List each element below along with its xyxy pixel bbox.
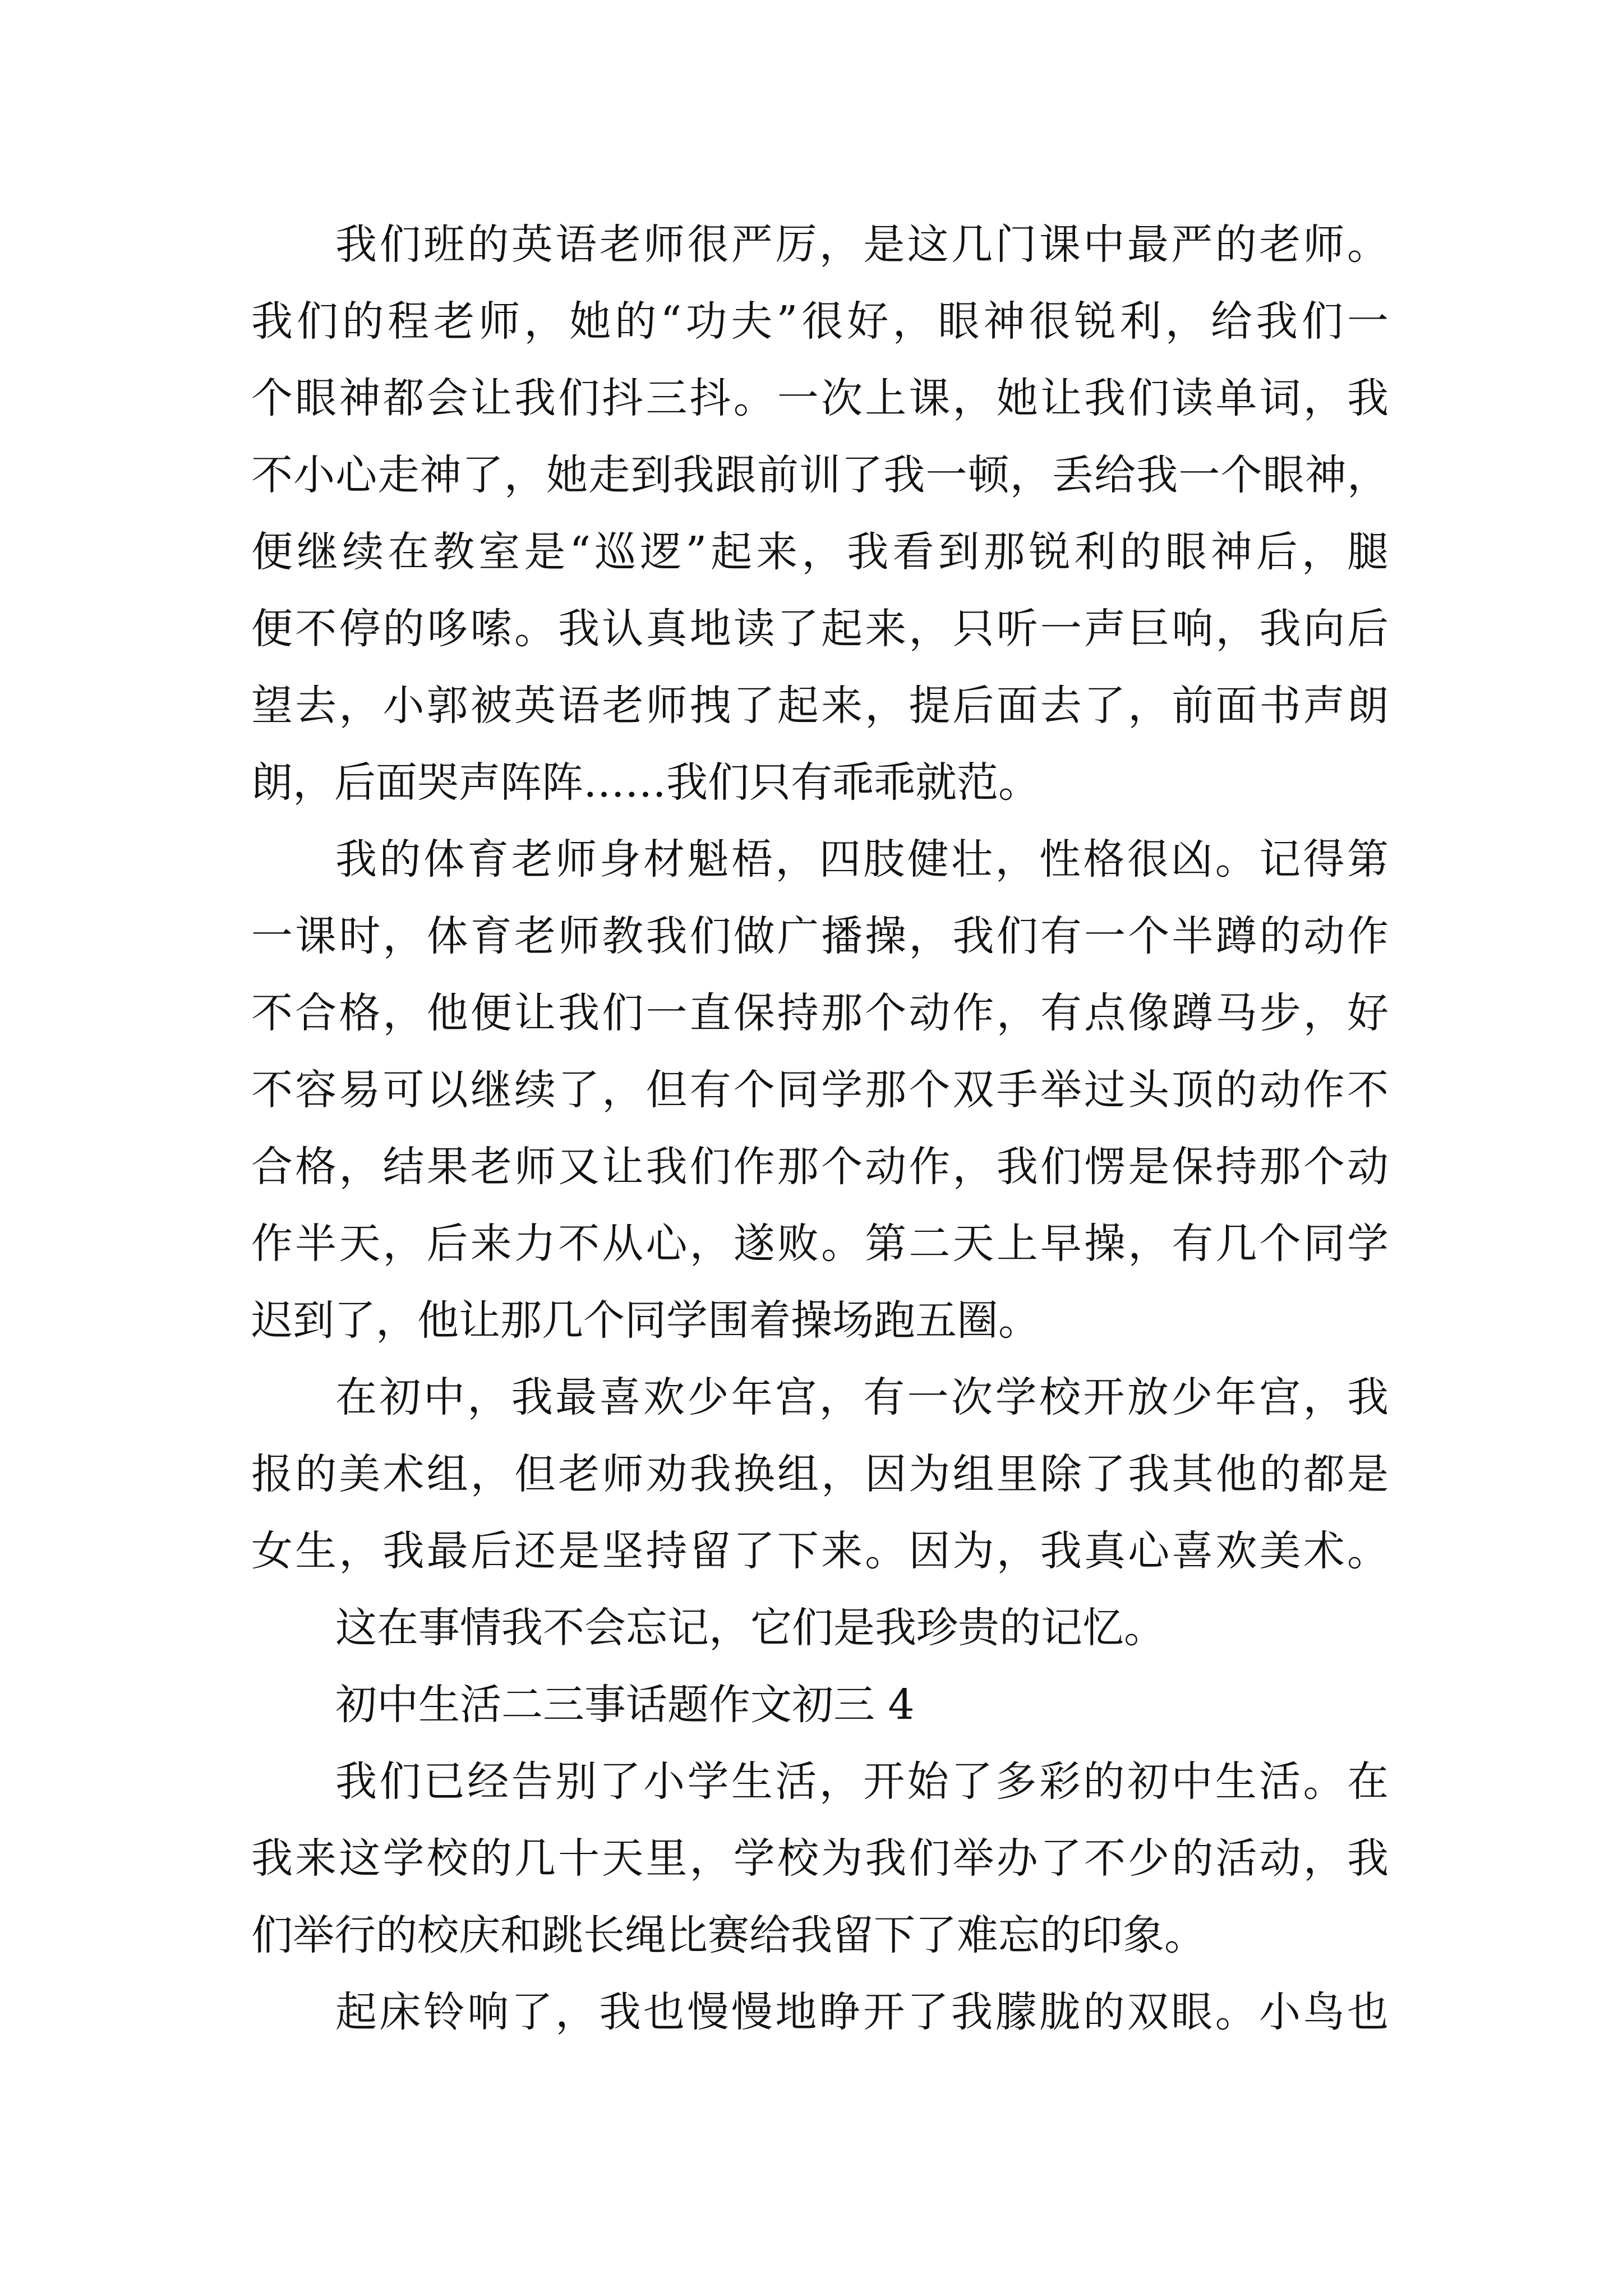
body-text: [251, 206, 1389, 2051]
text-line: 在初中，我最喜欢少年宫，有一次学校开放少年宫，我: [335, 1373, 1389, 1421]
text-line: 不小心走神了，她走到我跟前训了我一顿，丢给我一个眼神，: [251, 451, 1389, 499]
text-line: 个眼神都会让我们抖三抖。一次上课，她让我们读单词，我: [251, 374, 1389, 422]
text-line: 我们已经告别了小学生活，开始了多彩的初中生活。在: [335, 1757, 1389, 1806]
text-line: 迟到了，他让那几个同学围着操场跑五圈。: [251, 1296, 1040, 1345]
text-line: 女生，我最后还是坚持留了下来。因为，我真心喜欢美术。: [251, 1527, 1389, 1575]
text-line: 朗，后面哭声阵阵……我们只有乖乖就范。: [251, 758, 1040, 807]
text-line: 我们班的英语老师很严厉，是这几门课中最严的老师。: [335, 220, 1389, 269]
text-line: 不合格，他便让我们一直保持那个动作，有点像蹲马步，好: [251, 989, 1389, 1037]
text-line: 一课时，体育老师教我们做广播操，我们有一个半蹲的动作: [251, 912, 1389, 960]
text-line: 我的体育老师身材魁梧，四肢健壮，性格很凶。记得第: [335, 835, 1389, 884]
text-line: 这在事情我不会忘记，它们是我珍贵的记忆。: [335, 1604, 1165, 1652]
text-line: 起床铃响了，我也慢慢地睁开了我朦胧的双眼。小鸟也: [335, 1988, 1389, 2036]
text-line: 作半天，后来力不从心，遂败。第二天上早操，有几个同学: [251, 1220, 1389, 1268]
text-line: 报的美术组，但老师劝我换组，因为组里除了我其他的都是: [251, 1450, 1389, 1498]
text-line: 便不停的哆嗦。我认真地读了起来，只听一声巨响，我向后: [251, 605, 1389, 653]
text-line: 不容易可以继续了，但有个同学那个双手举过头顶的动作不: [251, 1066, 1389, 1114]
text-line: 望去，小郭被英语老师拽了起来，提后面去了，前面书声朗: [251, 682, 1389, 730]
text-line: 们举行的校庆和跳长绳比赛给我留下了难忘的印象。: [251, 1911, 1206, 1959]
text-line: 我们的程老师，她的“功夫”很好，眼神很锐利，给我们一: [251, 297, 1389, 346]
text-line: 初中生活二三事话题作文初三 4: [335, 1681, 915, 1729]
text-line: 便继续在教室是“巡逻”起来，我看到那锐利的眼神后，腿: [251, 528, 1389, 576]
text-line: 我来这学校的几十天里，学校为我们举办了不少的活动，我: [251, 1834, 1389, 1883]
text-line: 合格，结果老师又让我们作那个动作，我们愣是保持那个动: [251, 1143, 1389, 1191]
